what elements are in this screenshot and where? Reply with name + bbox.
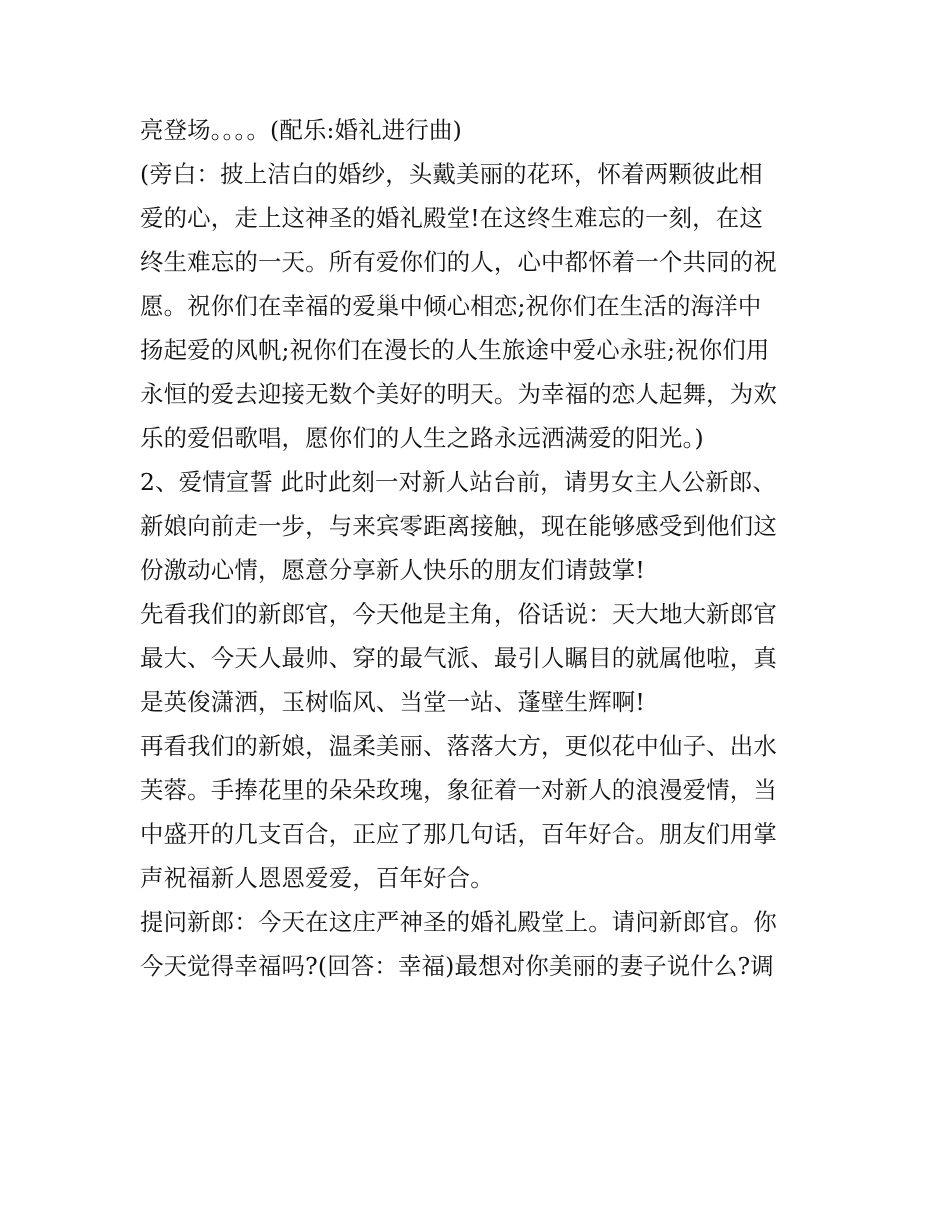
text-line-3: 爱的心，走上这神圣的婚礼殿堂!在这终生难忘的一刻，在这 (140, 204, 763, 232)
text-line-7: 永恒的爱去迎接无数个美好的明天。为幸福的恋人起舞，为欢 (140, 380, 777, 408)
text-line-20: 今天觉得幸福吗?(回答：幸福)最想对你美丽的妻子说什么?调 (140, 952, 774, 980)
text-line-14: 是英俊潇洒，玉树临风、当堂一站、蓬壁生辉啊! (140, 688, 646, 716)
text-line-4: 终生难忘的一天。所有爱你们的人，心中都怀着一个共同的祝 (140, 248, 777, 276)
text-line-8: 乐的爱侣歌唱，愿你们的人生之路永远洒满爱的阳光。) (140, 424, 704, 452)
text-line-17: 中盛开的几支百合，正应了那几句话，百年好合。朋友们用掌 (140, 820, 777, 848)
text-line-1: 亮登场。。。。(配乐:婚礼进行曲) (140, 116, 462, 144)
text-line-12: 先看我们的新郎官，今天他是主角，俗话说：天大地大新郎官 (140, 600, 777, 628)
text-line-10: 新娘向前走一步，与来宾零距离接触，现在能够感受到他们这 (140, 512, 777, 540)
text-line-16: 芙蓉。手捧花里的朵朵玫瑰，象征着一对新人的浪漫爱情，当 (140, 776, 777, 804)
text-line-15: 再看我们的新娘，温柔美丽、落落大方，更似花中仙子、出水 (140, 732, 777, 760)
text-line-13: 最大、今天人最帅、穿的最气派、最引人瞩目的就属他啦，真 (140, 644, 777, 672)
text-line-6: 扬起爱的风帆;祝你们在漫长的人生旅途中爱心永驻;祝你们用 (140, 336, 770, 364)
text-line-5: 愿。祝你们在幸福的爱巢中倾心相恋;祝你们在生活的海洋中 (140, 292, 762, 320)
text-line-11: 份激动心情，愿意分享新人快乐的朋友们请鼓掌! (140, 556, 646, 584)
text-line-18: 声祝福新人恩恩爱爱，百年好合。 (140, 864, 494, 892)
body-text (140, 108, 820, 988)
text-line-9: 2、爱情宣誓 此时此刻一对新人站台前，请男女主人公新郎、 (140, 468, 777, 496)
text-line-19: 提问新郎：今天在这庄严神圣的婚礼殿堂上。请问新郎官。你 (140, 908, 777, 936)
text-line-2: (旁白：披上洁白的婚纱，头戴美丽的花环，怀着两颗彼此相 (140, 160, 763, 188)
